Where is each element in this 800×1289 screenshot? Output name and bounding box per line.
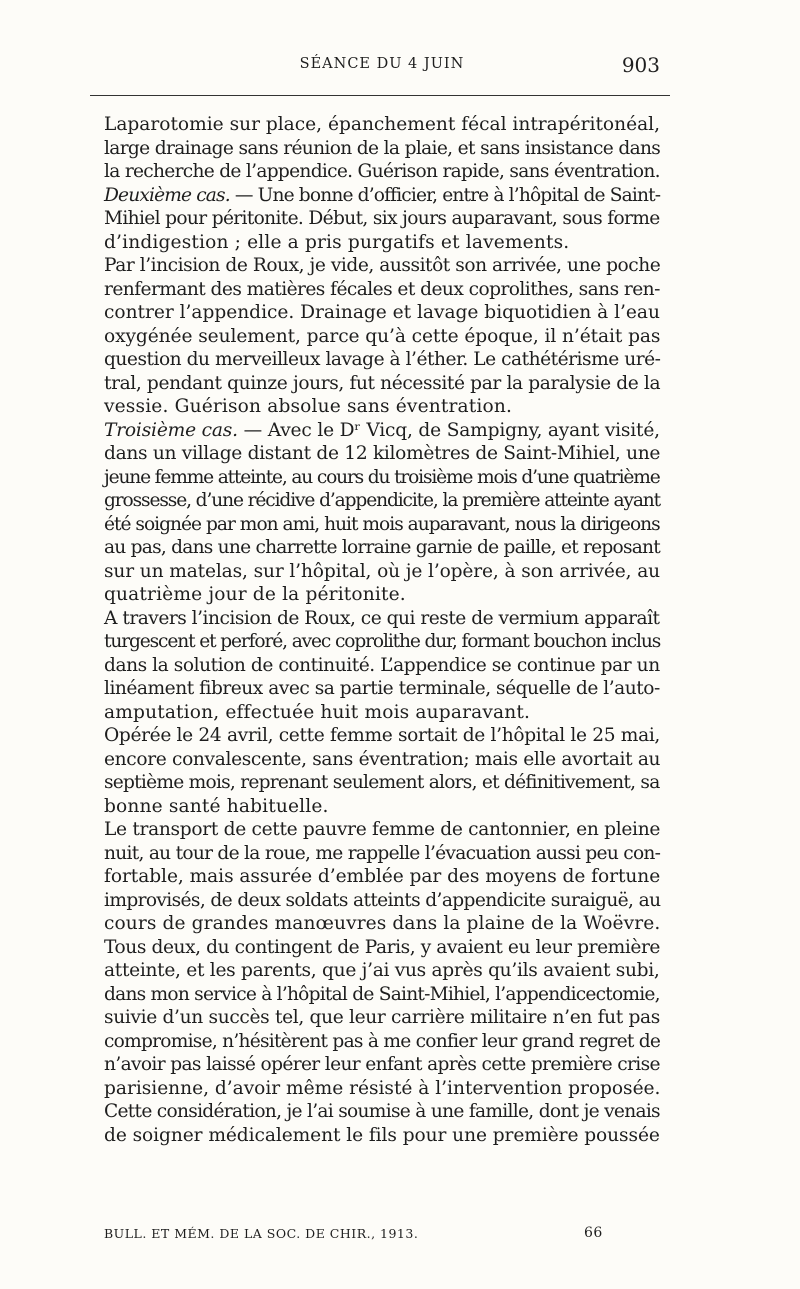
line-text: bonne santé habituelle. [104,795,329,817]
text-line [104,207,660,231]
footer-signature: 66 [584,1225,603,1241]
text-line [104,583,660,607]
line-text: la recherche de l’appendice. Guérison rapide, sans éventration. [104,161,660,182]
line-text: de soigner médicalement le fils pour une première poussée [104,1124,660,1146]
line-text: contrer l’appendice. Drainage et lavage biquotidien à l’eau [104,302,660,323]
line-text: compromise, n’hésitèrent pas à me confier leur grand regret de [104,1030,661,1052]
body-text [104,113,660,1147]
line-text: sur un matelas, sur l’hôpital, où je l’opère, à son arrivée, au [104,560,660,582]
text-line [104,654,660,678]
text-line [104,983,660,1007]
line-text: renfermant des matières fécales et deux coprolithes, sans ren- [104,278,660,300]
text-line [104,395,660,419]
text-line [104,1053,660,1077]
text-line [104,160,660,184]
text-line [104,842,660,866]
line-text: tral, pendant quinze jours, fut nécessité par la paralysie de la [104,372,661,394]
line-text: vessie. Guérison absolue sans éventration. [104,396,512,417]
line-text: au pas, dans une charrette lorraine garnie de paille, et reposant [104,537,660,558]
line-text: cours de grandes manœuvres dans la plaine de la Woëvre. [104,913,661,934]
text-line [104,607,660,631]
line-text: dans mon service à l’hôpital de Saint-Mihiel, l’appendicectomie, [104,983,660,1005]
text-line [104,1077,660,1101]
page-header [104,53,660,82]
text-line [104,936,660,960]
text-line [104,513,660,537]
text-line [104,865,660,889]
line-text: A travers l’incision de Roux, ce qui reste de vermium apparaît [104,607,660,629]
text-line [104,137,660,161]
line-text: — Une bonne d’officier, entre à l’hôpital de Saint- [229,184,661,206]
line-text: turgescent et perforé, avec coprolithe dur, formant bouchon inclus [104,631,661,652]
text-line [104,1124,660,1148]
text-line [104,818,660,842]
text-line [104,536,660,560]
text-line [104,254,660,278]
line-text: dans un village distant de 12 kilomètres de Saint-Mihiel, une [104,443,661,464]
page-number: 903 [621,53,660,77]
text-line [104,1030,660,1054]
text-line [104,184,660,208]
line-text: jeune femme atteinte, au cours du troisième mois d’une quatrième [104,466,660,488]
line-text: été soignée par mon ami, huit mois auparavant, nous la dirigeons [104,513,660,535]
text-line [104,419,660,443]
footer-source: BULL. ET MÉM. DE LA SOC. DE CHIR., 1913. [104,1226,419,1241]
text-line [104,560,660,584]
case-heading: Troisième cas. [104,419,238,441]
text-line [104,442,660,466]
line-text: d’indigestion ; elle a pris purgatifs et lavements. [104,231,570,253]
text-line [104,771,660,795]
line-text: nuit, au tour de la roue, me rappelle l’évacuation aussi peu con- [104,842,661,864]
line-text: quatrième jour de la péritonite. [104,584,406,605]
line-text: question du merveilleux lavage à l’éther. Le cathétérisme uré- [104,349,661,370]
line-text: suivie d’un succès tel, que leur carrière militaire n’en fut pas [104,1007,661,1028]
text-line [104,677,660,701]
line-text: n’avoir pas laissé opérer leur enfant après cette première crise [104,1054,660,1075]
line-text: parisienne, d’avoir même résisté à l’intervention proposée. [104,1077,661,1099]
line-text: Cette considération, je l’ai soumise à une famille, dont je venais [104,1101,660,1122]
line-text: Par l’incision de Roux, je vide, aussitôt son arrivée, une poche [104,255,661,276]
line-text: atteinte, et les parents, que j’ai vus après qu’ils avaient subi, [104,960,660,981]
line-text: dans la solution de continuité. L’appendice se continue par un [104,654,660,676]
line-text: — Avec le Dʳ Vicq, de Sampigny, ayant visité, [237,419,660,441]
line-text: grossesse, d’une récidive d’appendicite, la première atteinte ayant [104,490,661,511]
line-text: Le transport de cette pauvre femme de cantonnier, en pleine [104,819,661,840]
line-text: Laparotomie sur place, épanchement fécal intrapéritonéal, [104,114,660,135]
text-line [104,748,660,772]
text-line [104,1006,660,1030]
line-text: amputation, effectuée huit mois auparavant. [104,701,531,723]
text-line [104,959,660,983]
line-text: linéament fibreux avec sa partie terminale, séquelle de l’auto- [104,678,660,699]
running-title: SÉANCE DU 4 JUIN [299,56,465,72]
line-text: improvisés, de deux soldats atteints d’appendicite suraiguë, au [104,889,661,911]
line-text: large drainage sans réunion de la plaie, et sans insistance dans [104,137,661,159]
line-text: Tous deux, du contingent de Paris, y avaient eu leur première [104,936,661,958]
line-text: septième mois, reprenant seulement alors, et définitivement, sa [104,772,660,793]
header-rule [90,95,670,96]
text-line [104,795,660,819]
line-text: Mihiel pour péritonite. Début, six jours auparavant, sous forme [104,208,660,229]
text-line [104,301,660,325]
text-line [104,231,660,255]
text-line [104,889,660,913]
text-line [104,113,660,137]
text-line [104,489,660,513]
text-line [104,372,660,396]
text-line [104,724,660,748]
text-line [104,348,660,372]
text-line [104,701,660,725]
text-line [104,912,660,936]
text-line [104,278,660,302]
text-line [104,325,660,349]
line-text: Opérée le 24 avril, cette femme sortait de l’hôpital le 25 mai, [104,725,660,746]
page-footer [104,1226,660,1246]
text-line [104,630,660,654]
line-text: fortable, mais assurée d’emblée par des moyens de fortune [104,866,661,887]
case-heading: Deuxième cas. [104,184,230,206]
text-line [104,1100,660,1124]
line-text: encore convalescente, sans éventration; mais elle avortait au [104,748,661,770]
line-text: oxygénée seulement, parce qu’à cette époque, il n’était pas [104,325,661,347]
text-line [104,466,660,490]
